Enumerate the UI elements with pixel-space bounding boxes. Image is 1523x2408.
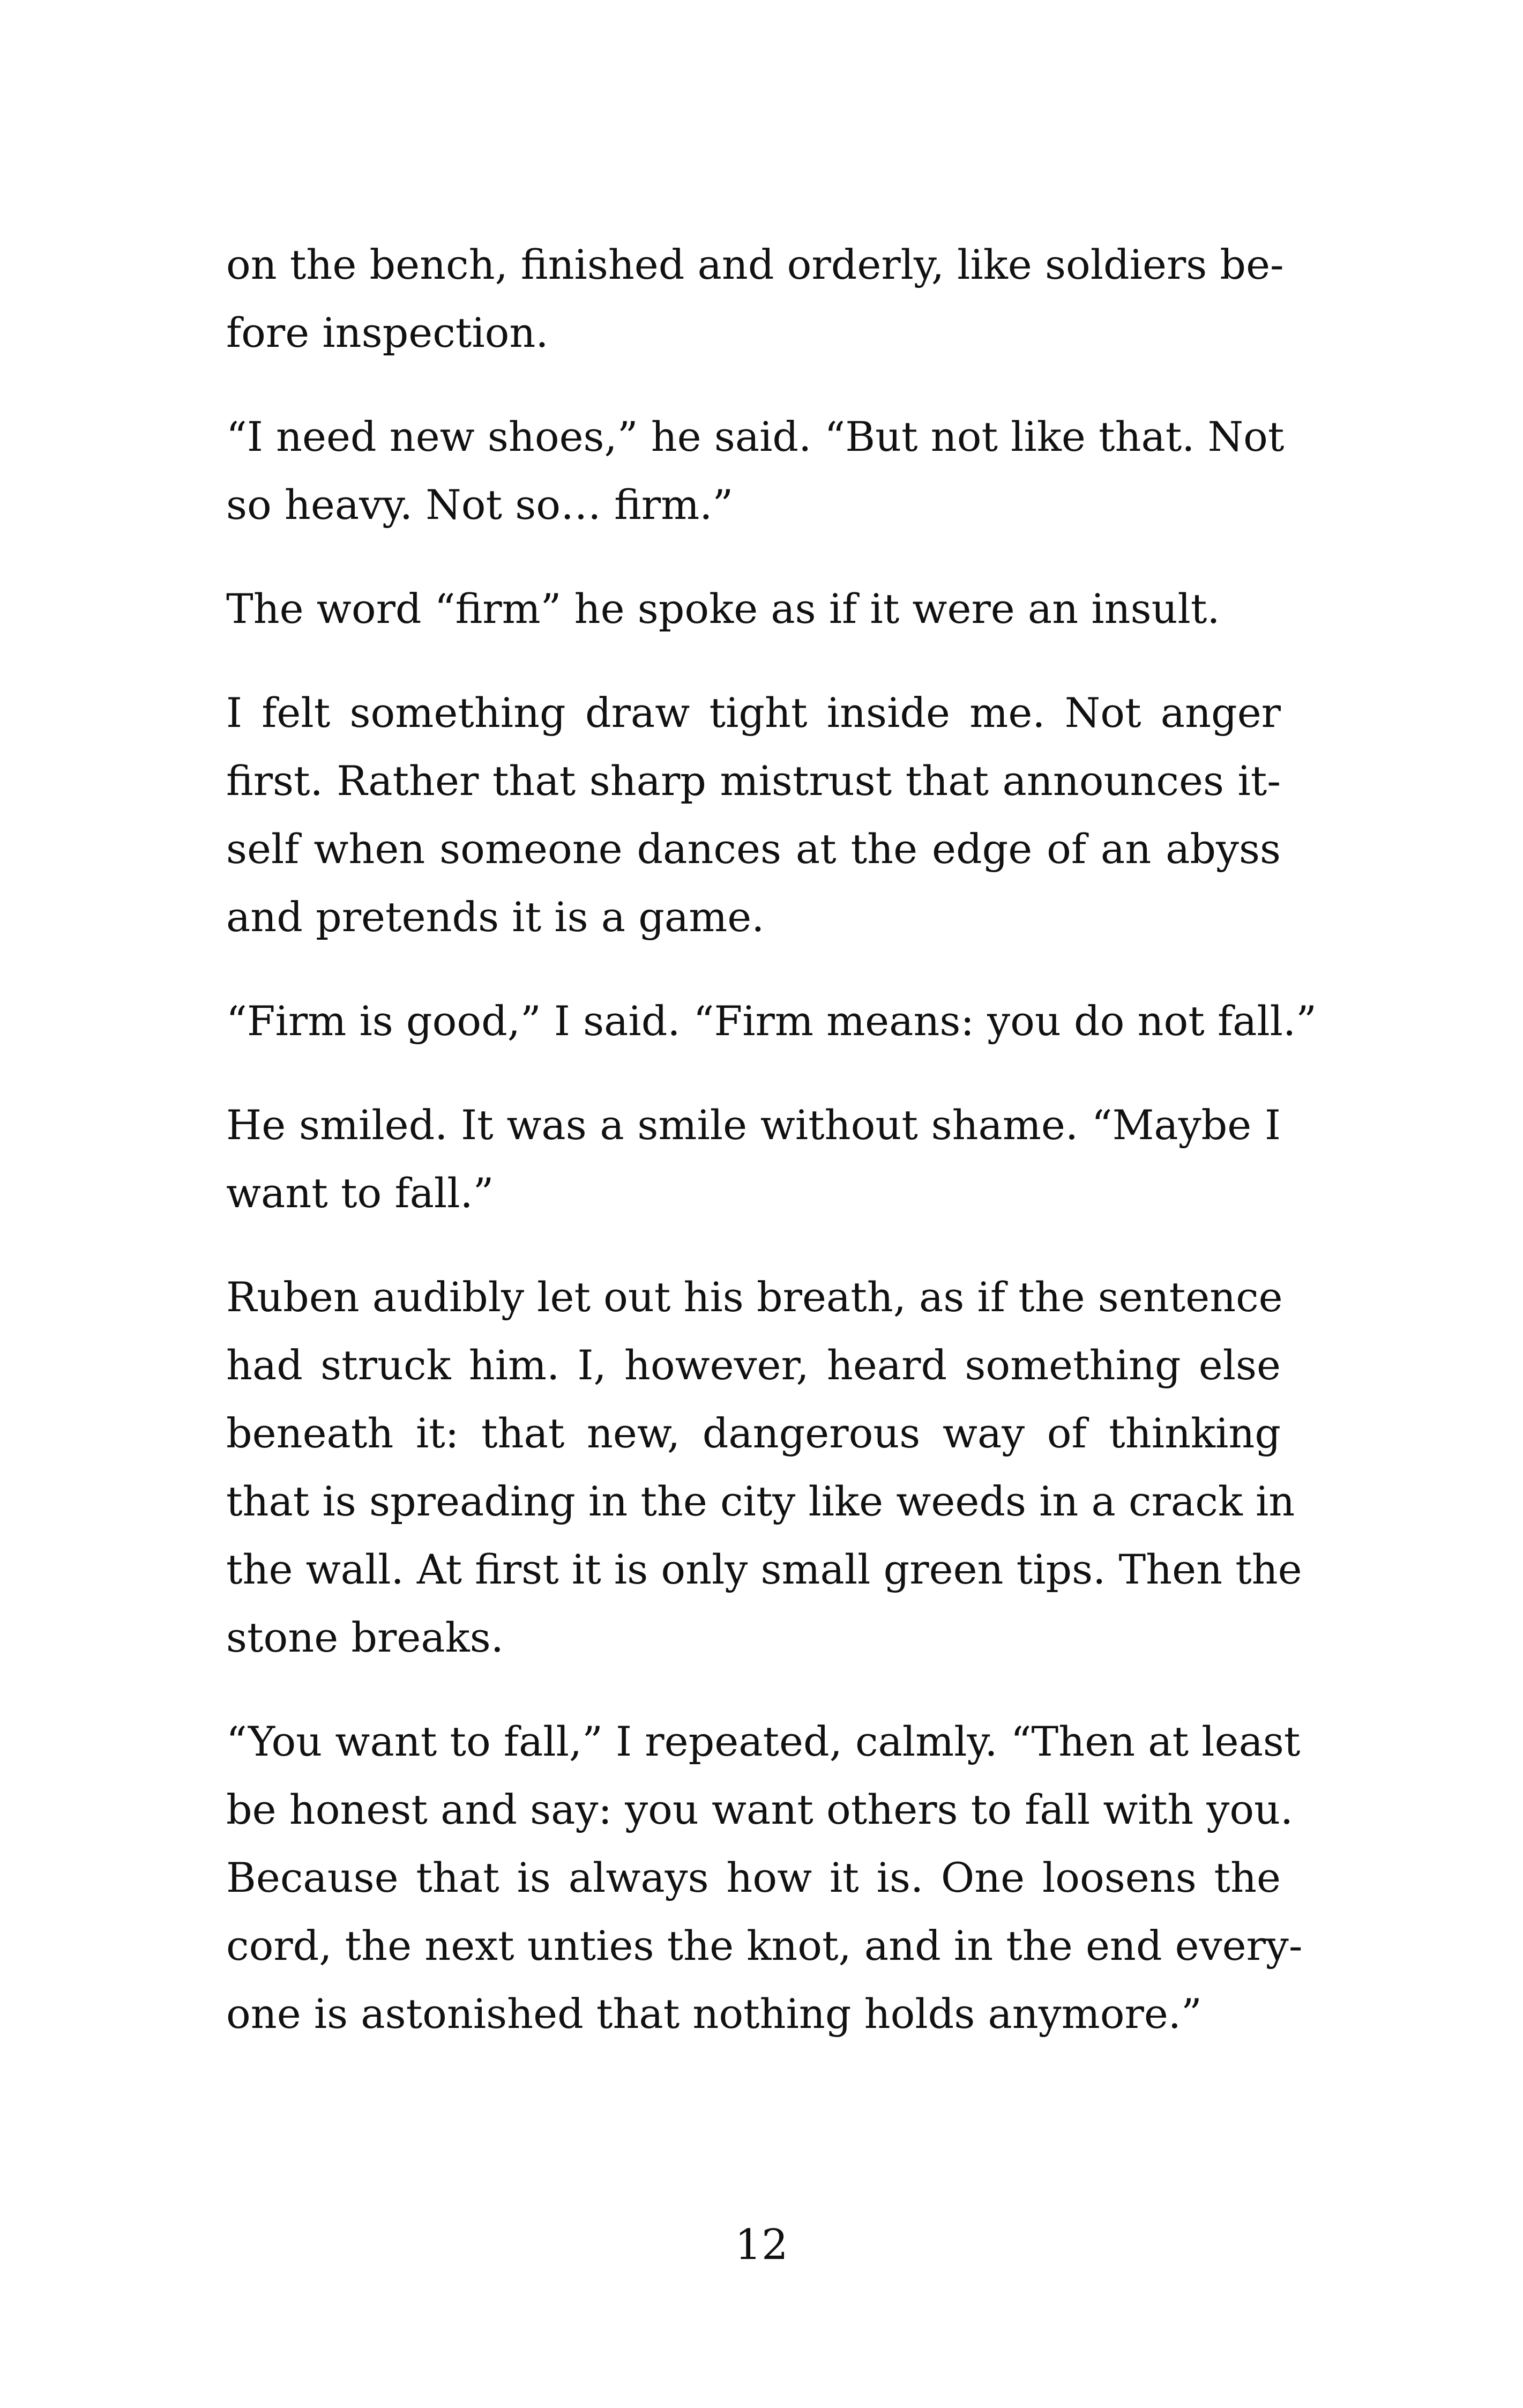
text-line: so heavy. Not so… firm.” — [226, 481, 734, 529]
paragraph-1 — [226, 231, 1284, 367]
paragraph-3 — [226, 575, 1281, 643]
text-line: “You want to fall,” I repeated, calmly. “Then at least — [226, 1718, 1301, 1765]
text-line: The word “firm” he spoke as if it were an insult. — [226, 585, 1220, 633]
text-line: had struck him. I, however, heard something else — [226, 1341, 1281, 1389]
paragraph-6 — [226, 1091, 1281, 1227]
paragraph-5 — [226, 987, 1317, 1055]
text-line: “Firm is good,” I said. “Firm means: you do not fall.” — [226, 997, 1317, 1045]
text-line: be honest and say: you want others to fall with you. — [226, 1786, 1294, 1833]
text-line: cord, the next unties the knot, and in the end every- — [226, 1922, 1303, 1969]
text-line: first. Rather that sharp mistrust that announces it- — [226, 757, 1281, 805]
text-line: the wall. At first it is only small green tips. Then the — [226, 1545, 1302, 1593]
paragraph-8 — [226, 1707, 1303, 2048]
text-line: Ruben audibly let out his breath, as if the sentence — [226, 1273, 1283, 1321]
paragraph-2 — [226, 403, 1285, 539]
paragraph-7 — [226, 1263, 1302, 1671]
text-line: on the bench, finished and orderly, like soldiers be- — [226, 241, 1284, 288]
text-line: one is astonished that nothing holds anymore.” — [226, 1990, 1202, 2038]
body-text — [226, 231, 1317, 2084]
text-line: beneath it: that new, dangerous way of thinking — [226, 1409, 1281, 1457]
page-number: 12 — [735, 2221, 788, 2269]
text-line: stone breaks. — [226, 1614, 504, 1661]
text-line: I felt something draw tight inside me. Not anger — [226, 689, 1281, 737]
text-line: Because that is always how it is. One loosens the — [226, 1854, 1281, 1901]
text-line: that is spreading in the city like weeds in a crack in — [226, 1477, 1295, 1525]
paragraph-4 — [226, 679, 1281, 951]
text-line: “I need new shoes,” he said. “But not like that. Not — [226, 413, 1285, 460]
text-line: and pretends it is a game. — [226, 893, 765, 941]
text-line: self when someone dances at the edge of an abyss — [226, 825, 1281, 873]
text-line: He smiled. It was a smile without shame. “Maybe I — [226, 1101, 1281, 1149]
text-line: want to fall.” — [226, 1169, 494, 1217]
text-line: fore inspection. — [226, 309, 549, 356]
